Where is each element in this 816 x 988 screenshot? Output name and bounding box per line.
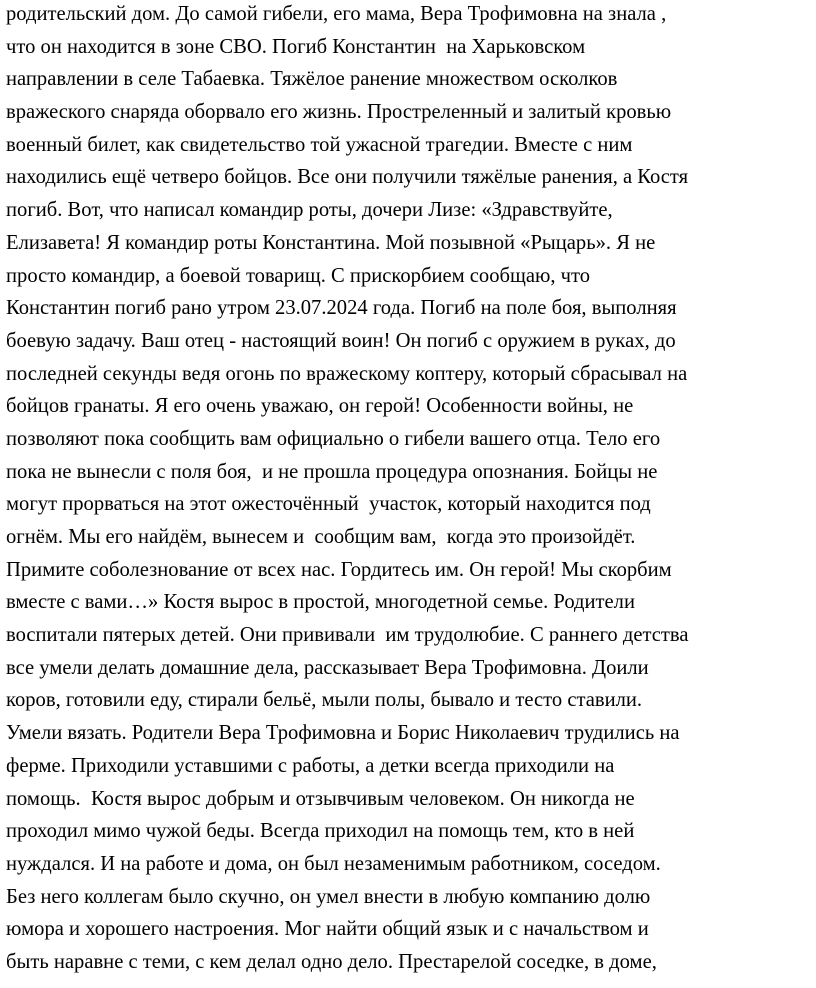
text-line: Константин погиб рано утром 23.07.2024 года. Погиб на поле боя, выполняя [6, 297, 677, 320]
text-line: бойцов гранаты. Я его очень уважаю, он герой! Особенности войны, не [6, 395, 634, 418]
text-line: просто командир, а боевой товарищ. С прискорбием сообщаю, что [6, 264, 591, 287]
text-line: пока не вынесли с поля боя, и не прошла процедура опознания. Бойцы не [6, 460, 658, 483]
text-line: Умели вязать. Родители Вера Трофимовна и Борис Николаевич трудились на [6, 722, 680, 745]
text-line: вместе с вами…» Костя вырос в простой, многодетной семье. Родители [6, 591, 635, 614]
text-line: Без него коллегам было скучно, он умел внести в любую компанию долю [6, 885, 651, 908]
text-line: военный билет, как свидетельство той ужасной трагедии. Вместе с ним [6, 133, 633, 156]
text-line: могут прорваться на этот ожесточённый участок, который находится под [6, 493, 651, 516]
text-line: вражеского снаряда оборвало его жизнь. Простреленный и залитый кровью [6, 101, 672, 124]
text-line: что он находится в зоне СВО. Погиб Константин на Харьковском [6, 35, 586, 58]
text-line: Елизавета! Я командир роты Константина. Мой позывной «Рыцарь». Я не [6, 231, 656, 254]
text-line: погиб. Вот, что написал командир роты, дочери Лизе: «Здравствуйте, [6, 199, 613, 222]
text-line: ферме. Приходили уставшими с работы, а детки всегда приходили на [6, 754, 615, 777]
text-line: нуждался. И на работе и дома, он был незаменимым работником, соседом. [6, 852, 661, 875]
text-line: юмора и хорошего настроения. Мог найти общий язык и с начальством и [6, 918, 649, 941]
text-line: быть наравне с теми, с кем делал одно дело. Престарелой соседке, в доме, [6, 950, 657, 973]
text-line: Примите соболезнование от всех нас. Гордитесь им. Он герой! Мы скорбим [6, 558, 672, 581]
document-body [6, 0, 816, 979]
text-line: находились ещё четверо бойцов. Все они получили тяжёлые ранения, а Костя [6, 166, 689, 189]
text-line: проходил мимо чужой беды. Всегда приходил на помощь тем, кто в ней [6, 820, 635, 843]
text-line: боевую задачу. Ваш отец - настоящий воин! Он погиб с оружием в руках, до [6, 329, 676, 352]
text-line: коров, готовили еду, стирали бельё, мыли полы, бывало и тесто ставили. [6, 689, 643, 712]
text-line: позволяют пока сообщить вам официально о гибели вашего отца. Тело его [6, 427, 661, 450]
text-line: все умели делать домашние дела, рассказывает Вера Трофимовна. Доили [6, 656, 649, 679]
text-line: помощь. Костя вырос добрым и отзывчивым человеком. Он никогда не [6, 787, 635, 810]
text-line: родительский дом. До самой гибели, его мама, Вера Трофимовна на знала , [6, 3, 667, 25]
text-line: последней секунды ведя огонь по вражескому коптеру, который сбрасывал на [6, 362, 688, 385]
text-line: направлении в селе Табаевка. Тяжёлое ранение множеством осколков [6, 68, 618, 91]
text-line: огнём. Мы его найдём, вынесем и сообщим вам, когда это произойдёт. [6, 526, 636, 548]
text-line: воспитали пятерых детей. Они прививали им трудолюбие. С раннего детства [6, 624, 689, 647]
